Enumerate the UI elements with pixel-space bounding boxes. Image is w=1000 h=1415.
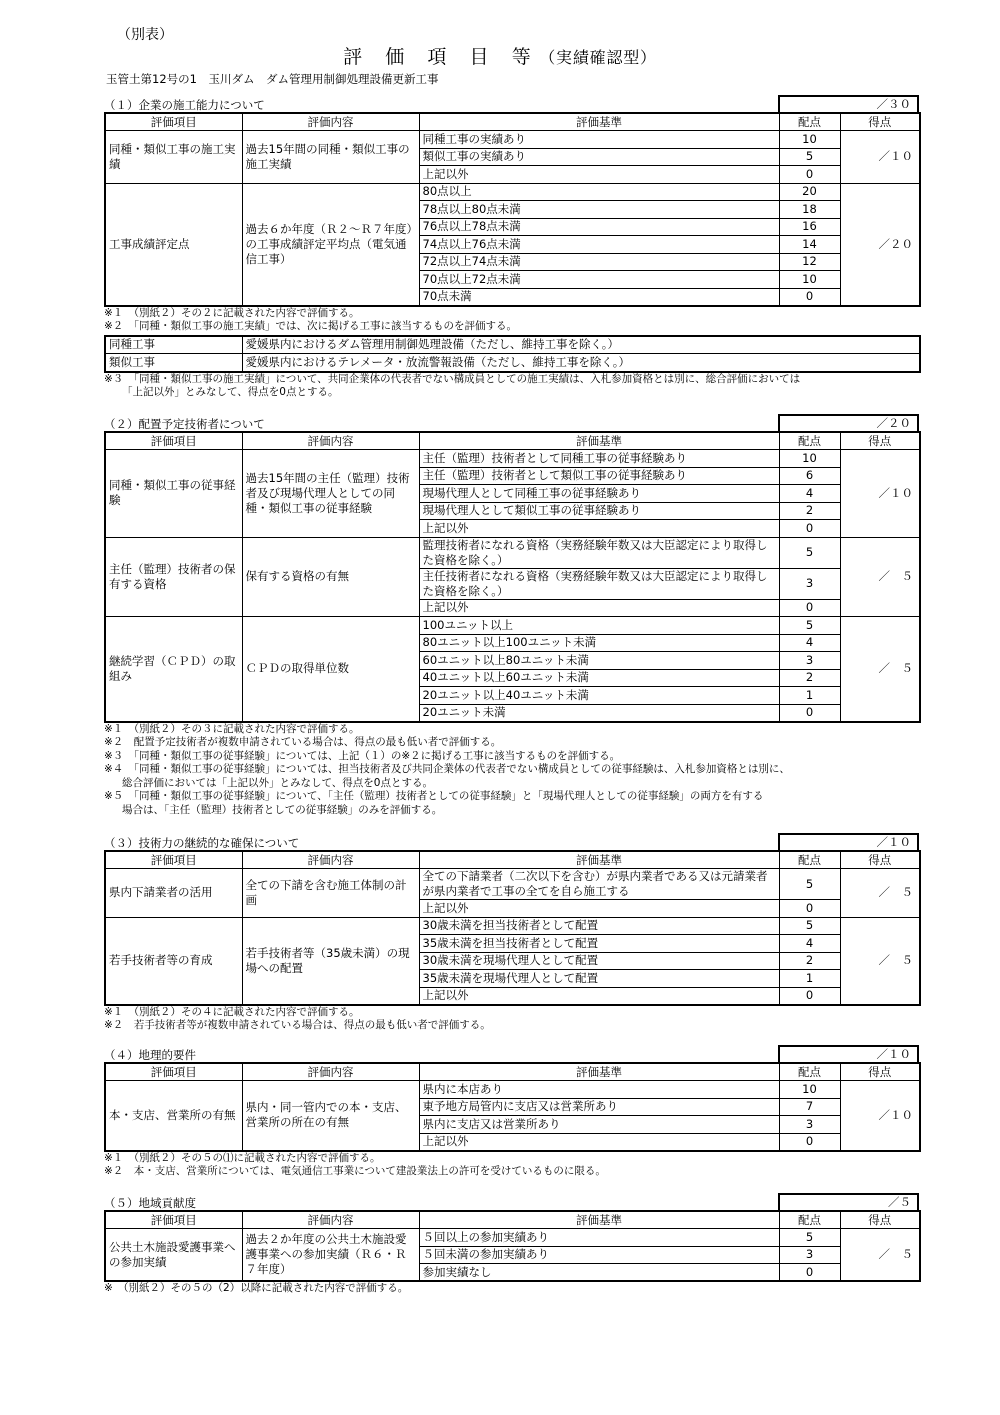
points-cell: 3 xyxy=(779,1116,840,1134)
header-points: 配点 xyxy=(779,851,840,869)
header-criteria: 評価基準 xyxy=(419,1211,779,1229)
header-score: 得点 xyxy=(840,1211,920,1229)
criteria-cell: 74点以上76点未満 xyxy=(419,236,779,254)
criteria-cell: 同種工事の実績あり xyxy=(419,131,779,149)
eval-content: 過去６か年度（Ｒ２～Ｒ７年度）の工事成績評定平均点（電気通信工事） xyxy=(242,183,419,306)
eval-content: 過去２か年度の公共土木施設愛護事業への参加実績（Ｒ６・Ｒ７年度） xyxy=(242,1229,419,1282)
criteria-cell: ５回未満の参加実績あり xyxy=(419,1246,779,1264)
score-cell: ／１０ xyxy=(840,131,920,184)
points-cell: 3 xyxy=(779,652,840,670)
score-cell: ／１０ xyxy=(840,450,920,538)
note: ※１ （別紙２）その５の⑴に記載された内容で評価する。 xyxy=(104,1151,381,1164)
points-cell: 4 xyxy=(779,634,840,652)
note: ※３ 「同種・類似工事の施工実績」について、共同企業体の代表者でない構成員としての施工実績は、入札参加資格とは別に、総合評価においては xyxy=(104,372,801,385)
header-score: 得点 xyxy=(840,1063,920,1081)
notes xyxy=(104,723,919,818)
points-cell: 20 xyxy=(779,183,840,201)
points-cell: 10 xyxy=(779,131,840,149)
notes xyxy=(104,1006,919,1033)
table-row xyxy=(105,617,920,635)
section-title: （１）企業の施工能力について xyxy=(104,98,265,112)
criteria-cell: 類似工事の実績あり xyxy=(419,148,779,166)
points-cell: 5 xyxy=(779,869,840,900)
section-total: ／３０ xyxy=(778,95,919,112)
note: ※１ （別紙２）その２に記載された内容で評価する。 xyxy=(104,306,360,319)
title-subtitle: （実績確認型） xyxy=(539,48,657,67)
points-cell: 2 xyxy=(779,669,840,687)
criteria-cell: 上記以外 xyxy=(419,987,779,1005)
page-title xyxy=(0,42,1000,69)
section-title: （２）配置予定技術者について xyxy=(104,417,265,431)
table-row xyxy=(105,131,920,149)
eval-content: 過去15年間の主任（監理）技術者及び現場代理人としての同種・類似工事の従事経験 xyxy=(242,450,419,538)
eval-item: 主任（監理）技術者の保有する資格 xyxy=(105,537,242,617)
eval-item: 同種・類似工事の施工実績 xyxy=(105,131,242,184)
note: ※１ （別紙２）その３に記載された内容で評価する。 xyxy=(104,722,360,735)
header-item: 評価項目 xyxy=(105,113,242,131)
header-content: 評価内容 xyxy=(242,1211,419,1229)
criteria-cell: 上記以外 xyxy=(419,166,779,184)
score-cell: ／ ５ xyxy=(840,1229,920,1282)
criteria-cell: 20ユニット未満 xyxy=(419,704,779,722)
criteria-cell: 上記以外 xyxy=(419,900,779,918)
table-row xyxy=(105,336,920,354)
eval-content: 保有する資格の有無 xyxy=(242,537,419,617)
criteria-cell: 76点以上78点未満 xyxy=(419,218,779,236)
header-points: 配点 xyxy=(779,1211,840,1229)
points-cell: 14 xyxy=(779,236,840,254)
header-item: 評価項目 xyxy=(105,432,242,450)
note: ※４ 「同種・類似工事の従事経験」については、担当技術者及び共同企業体の代表者でない構成員としての従事経験は、入札参加資格とは別に、 xyxy=(104,763,790,775)
criteria-cell: 東予地方局管内に支店又は営業所あり xyxy=(419,1098,779,1116)
header-item: 評価項目 xyxy=(105,851,242,869)
points-cell: 0 xyxy=(779,288,840,306)
points-cell: 0 xyxy=(779,599,840,617)
criteria-cell: 監理技術者になれる資格（実務経験年数又は大臣認定により取得した資格を除く。） xyxy=(419,537,779,568)
note: 「上記以外」とみなして、得点を0点とする。 xyxy=(122,386,339,398)
criteria-cell: 全ての下請業者（二次以下を含む）が県内業者である又は元請業者が県内業者で工事の全てを自ら施工する xyxy=(419,869,779,900)
header-points: 配点 xyxy=(779,432,840,450)
points-cell: 0 xyxy=(779,900,840,918)
eval-item: 継続学習（ＣＰＤ）の取組み xyxy=(105,617,242,722)
section-title: （４）地理的要件 xyxy=(104,1048,196,1062)
points-cell: 2 xyxy=(779,952,840,970)
category-label: 同種工事 xyxy=(105,336,242,354)
header-content: 評価内容 xyxy=(242,113,419,131)
table-row xyxy=(105,917,920,935)
criteria-cell: 72点以上74点未満 xyxy=(419,253,779,271)
evaluation-table xyxy=(104,1210,921,1282)
category-label: 類似工事 xyxy=(105,354,242,372)
points-cell: 3 xyxy=(779,1246,840,1264)
table-row xyxy=(105,1081,920,1099)
project-name: 玉管土第12号の1 玉川ダム ダム管理用制御処理設備更新工事 xyxy=(106,72,439,86)
points-cell: 1 xyxy=(779,687,840,705)
criteria-cell: 60ユニット以上80ユニット未満 xyxy=(419,652,779,670)
header-criteria: 評価基準 xyxy=(419,851,779,869)
table-row xyxy=(105,183,920,201)
eval-content: 全ての下請を含む施工体制の計画 xyxy=(242,869,419,918)
criteria-cell: 主任（監理）技術者として類似工事の従事経験あり xyxy=(419,467,779,485)
criteria-cell: 35歳未満を担当技術者として配置 xyxy=(419,935,779,953)
score-cell: ／ ５ xyxy=(840,917,920,1005)
points-cell: 6 xyxy=(779,467,840,485)
points-cell: 0 xyxy=(779,166,840,184)
note: ※２ 本・支店、営業所については、電気通信工事業について建設業法上の許可を受けているものに限る。 xyxy=(104,1165,606,1177)
table-header-row xyxy=(105,851,920,869)
criteria-cell: 80点以上 xyxy=(419,183,779,201)
eval-item: 工事成績評定点 xyxy=(105,183,242,306)
section-5 xyxy=(104,1193,919,1296)
section-title: （３）技術力の継続的な確保について xyxy=(104,836,300,850)
criteria-cell: 上記以外 xyxy=(419,599,779,617)
points-cell: 0 xyxy=(779,1133,840,1151)
table-row xyxy=(105,537,920,568)
criteria-cell: 主任（監理）技術者として同種工事の従事経験あり xyxy=(419,450,779,468)
header-criteria: 評価基準 xyxy=(419,113,779,131)
notes xyxy=(104,1282,919,1296)
points-cell: 1 xyxy=(779,970,840,988)
note: ※ （別紙２）その５の（2）以降に記載された内容で評価する。 xyxy=(104,1282,409,1294)
points-cell: 0 xyxy=(779,704,840,722)
points-cell: 10 xyxy=(779,271,840,289)
section-total: ／２０ xyxy=(778,414,919,431)
points-cell: 3 xyxy=(779,568,840,599)
note: ※３ 「同種・類似工事の従事経験」については、上記（１）の※２に掲げる工事に該当するものを評価する。 xyxy=(104,749,621,762)
criteria-cell: 70点以上72点未満 xyxy=(419,271,779,289)
category-desc: 愛媛県内におけるダム管理用制御処理設備（ただし、維持工事を除く。） xyxy=(242,336,920,354)
eval-content: 若手技術者等（35歳未満）の現場への配置 xyxy=(242,917,419,1005)
header-content: 評価内容 xyxy=(242,851,419,869)
criteria-cell: 20ユニット以上40ユニット未満 xyxy=(419,687,779,705)
note: 場合は、「主任（監理）技術者としての従事経験」のみを評価する。 xyxy=(122,803,443,816)
criteria-cell: 主任技術者になれる資格（実務経験年数又は大臣認定により取得した資格を除く。） xyxy=(419,568,779,599)
header-content: 評価内容 xyxy=(242,1063,419,1081)
points-cell: 4 xyxy=(779,485,840,503)
header-points: 配点 xyxy=(779,113,840,131)
eval-item: 若手技術者等の育成 xyxy=(105,917,242,1005)
header-score: 得点 xyxy=(840,851,920,869)
section-total: ／１０ xyxy=(778,833,919,850)
points-cell: 4 xyxy=(779,935,840,953)
eval-item: 同種・類似工事の従事経験 xyxy=(105,450,242,538)
eval-item: 本・支店、営業所の有無 xyxy=(105,1081,242,1151)
header-points: 配点 xyxy=(779,1063,840,1081)
table-row xyxy=(105,1229,920,1247)
points-cell: 5 xyxy=(779,537,840,568)
table-header-row xyxy=(105,432,920,450)
table-row xyxy=(105,869,920,900)
evaluation-table xyxy=(104,1062,921,1152)
points-cell: 0 xyxy=(779,520,840,538)
score-cell: ／１０ xyxy=(840,1081,920,1151)
section-3 xyxy=(104,833,919,1033)
table-header-row xyxy=(105,113,920,131)
points-cell: 10 xyxy=(779,450,840,468)
criteria-cell: 70点未満 xyxy=(419,288,779,306)
category-desc: 愛媛県内におけるテレメータ・放流警報設備（ただし、維持工事を除く。） xyxy=(242,354,920,372)
eval-content: 過去15年間の同種・類似工事の施工実績 xyxy=(242,131,419,184)
note: ※２ 配置予定技術者が複数申請されている場合は、得点の最も低い者で評価する。 xyxy=(104,736,502,748)
section-2 xyxy=(104,414,919,817)
criteria-cell: 上記以外 xyxy=(419,1133,779,1151)
criteria-cell: 80ユニット以上100ユニット未満 xyxy=(419,634,779,652)
score-cell: ／ ５ xyxy=(840,617,920,722)
notes xyxy=(104,307,919,334)
eval-item: 公共土木施設愛護事業への参加実績 xyxy=(105,1229,242,1282)
table-header-row xyxy=(105,1211,920,1229)
category-table xyxy=(104,335,921,373)
points-cell: 16 xyxy=(779,218,840,236)
eval-content: 県内・同一管内での本・支店、営業所の所在の有無 xyxy=(242,1081,419,1151)
points-cell: 5 xyxy=(779,617,840,635)
section-title: （５）地域貢献度 xyxy=(104,1196,196,1210)
header-score: 得点 xyxy=(840,113,920,131)
points-cell: 10 xyxy=(779,1081,840,1099)
header-content: 評価内容 xyxy=(242,432,419,450)
section-1 xyxy=(104,95,919,400)
evaluation-table xyxy=(104,850,921,1006)
points-cell: 2 xyxy=(779,502,840,520)
section-total: ／５ xyxy=(778,1193,919,1210)
note: ※２ 若手技術者等が複数申請されている場合は、得点の最も低い者で評価する。 xyxy=(104,1019,491,1031)
eval-item: 県内下請業者の活用 xyxy=(105,869,242,918)
points-cell: 18 xyxy=(779,201,840,219)
evaluation-table xyxy=(104,112,921,307)
criteria-cell: 現場代理人として類似工事の従事経験あり xyxy=(419,502,779,520)
evaluation-table xyxy=(104,431,921,723)
criteria-cell: 30歳未満を現場代理人として配置 xyxy=(419,952,779,970)
notes xyxy=(104,1152,919,1179)
score-cell: ／ ５ xyxy=(840,869,920,918)
header-score: 得点 xyxy=(840,432,920,450)
appendix-label: （別表） xyxy=(117,27,173,43)
table-header-row xyxy=(105,1063,920,1081)
criteria-cell: 100ユニット以上 xyxy=(419,617,779,635)
note: ※２ 「同種・類似工事の施工実績」では、次に掲げる工事に該当するものを評価する。 xyxy=(104,320,518,332)
header-criteria: 評価基準 xyxy=(419,432,779,450)
criteria-cell: 現場代理人として同種工事の従事経験あり xyxy=(419,485,779,503)
criteria-cell: 30歳未満を担当技術者として配置 xyxy=(419,917,779,935)
criteria-cell: 上記以外 xyxy=(419,520,779,538)
points-cell: 12 xyxy=(779,253,840,271)
criteria-cell: 参加実績なし xyxy=(419,1264,779,1282)
table-row xyxy=(105,450,920,468)
score-cell: ／ ５ xyxy=(840,537,920,617)
criteria-cell: 35歳未満を現場代理人として配置 xyxy=(419,970,779,988)
section-4 xyxy=(104,1045,919,1179)
points-cell: 5 xyxy=(779,917,840,935)
points-cell: 5 xyxy=(779,1229,840,1247)
criteria-cell: ５回以上の参加実績あり xyxy=(419,1229,779,1247)
criteria-cell: 県内に本店あり xyxy=(419,1081,779,1099)
score-cell: ／２０ xyxy=(840,183,920,306)
points-cell: 0 xyxy=(779,987,840,1005)
section-total: ／１０ xyxy=(778,1045,919,1062)
header-item: 評価項目 xyxy=(105,1211,242,1229)
header-criteria: 評価基準 xyxy=(419,1063,779,1081)
criteria-cell: 78点以上80点未満 xyxy=(419,201,779,219)
points-cell: 5 xyxy=(779,148,840,166)
note: ※５ 「同種・類似工事の従事経験」について、「主任（監理）技術者としての従事経験」と「現場代理人としての従事経験」の両方を有する xyxy=(104,790,764,802)
note: ※１ （別紙２）その４に記載された内容で評価する。 xyxy=(104,1005,360,1018)
title-main: 評 価 項 目 等 xyxy=(343,46,540,68)
criteria-cell: 40ユニット以上60ユニット未満 xyxy=(419,669,779,687)
header-item: 評価項目 xyxy=(105,1063,242,1081)
eval-content: ＣＰＤの取得単位数 xyxy=(242,617,419,722)
notes xyxy=(104,373,919,400)
points-cell: 7 xyxy=(779,1098,840,1116)
criteria-cell: 県内に支店又は営業所あり xyxy=(419,1116,779,1134)
note: 総合評価においては「上記以外」とみなして、得点を0点とする。 xyxy=(122,776,433,789)
points-cell: 0 xyxy=(779,1264,840,1282)
table-row xyxy=(105,354,920,372)
